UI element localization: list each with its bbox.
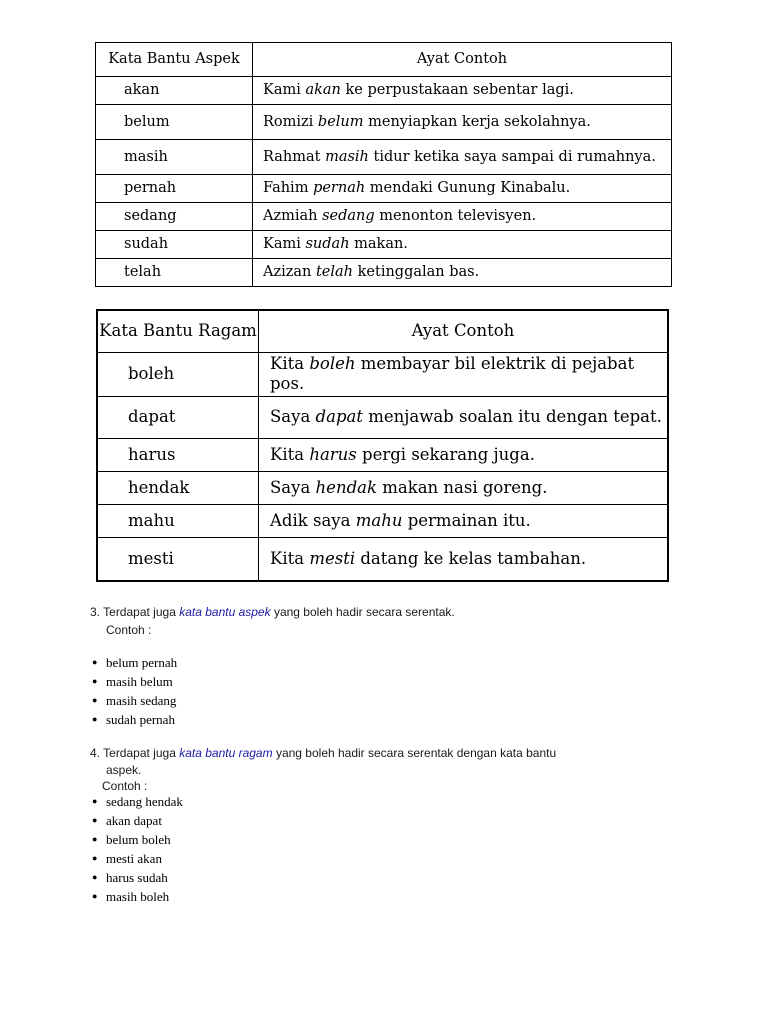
note-3-contoh: Contoh : <box>106 623 152 637</box>
aspek-table-header <box>96 43 672 77</box>
aspek-word: masih <box>96 140 253 175</box>
ragam-example: Saya dapat menjawab soalan itu dengan tepat. <box>259 396 669 438</box>
table-row <box>96 77 672 105</box>
note-3-highlight: kata bantu aspek <box>179 605 271 619</box>
ragam-word: boleh <box>97 352 259 396</box>
aspek-example: Kami sudah makan. <box>253 231 672 259</box>
list-item: ● akan dapat <box>92 811 183 830</box>
table-row <box>97 352 668 396</box>
note-4-text: 4. Terdapat juga kata bantu ragam yang boleh hadir secara serentak dengan kata bantu <box>90 746 557 760</box>
aspek-header-word: Kata Bantu Aspek <box>96 43 253 77</box>
aspek-word: sedang <box>96 203 253 231</box>
aspek-word: akan <box>96 77 253 105</box>
ragam-table <box>96 309 669 582</box>
aspek-example: Fahim pernah mendaki Gunung Kinabalu. <box>253 175 672 203</box>
aspek-example: Azizan telah ketinggalan bas. <box>253 259 672 287</box>
list-item: ● belum boleh <box>92 830 183 849</box>
list-item: ● sudah pernah <box>92 710 177 729</box>
ragam-example: Adik saya mahu permainan itu. <box>259 504 669 537</box>
ragam-header-example: Ayat Contoh <box>259 310 669 352</box>
table-row <box>96 175 672 203</box>
note-4-highlight: kata bantu ragam <box>179 746 273 760</box>
note-3-text: 3. Terdapat juga kata bantu aspek yang boleh hadir secara serentak. <box>90 605 455 619</box>
table-row <box>97 438 668 471</box>
note-4-number: 4. <box>90 746 101 760</box>
list-item: ● mesti akan <box>92 849 183 868</box>
ragam-example: Kita mesti datang ke kelas tambahan. <box>259 537 669 581</box>
aspek-word: pernah <box>96 175 253 203</box>
table-row <box>97 504 668 537</box>
aspek-word: sudah <box>96 231 253 259</box>
list-item: ● masih sedang <box>92 691 177 710</box>
ragam-example: Saya hendak makan nasi goreng. <box>259 471 669 504</box>
ragam-word: mahu <box>97 504 259 537</box>
aspek-word: telah <box>96 259 253 287</box>
note-4-line2: aspek. <box>106 763 142 777</box>
table-row <box>96 231 672 259</box>
list-item: ● harus sudah <box>92 868 183 887</box>
note-3-list <box>92 653 177 729</box>
ragam-word: hendak <box>97 471 259 504</box>
table-row <box>96 259 672 287</box>
ragam-word: dapat <box>97 396 259 438</box>
aspek-example: Rahmat masih tidur ketika saya sampai di rumahnya. <box>253 140 672 175</box>
table-row <box>97 537 668 581</box>
aspek-example: Romizi belum menyiapkan kerja sekolahnya. <box>253 105 672 140</box>
aspek-example: Azmiah sedang menonton televisyen. <box>253 203 672 231</box>
table-row <box>96 203 672 231</box>
list-item: ● masih belum <box>92 672 177 691</box>
note-4-contoh: Contoh : <box>102 779 148 793</box>
list-item: ● belum pernah <box>92 653 177 672</box>
ragam-example: Kita harus pergi sekarang juga. <box>259 438 669 471</box>
aspek-header-example: Ayat Contoh <box>253 43 672 77</box>
table-row <box>96 105 672 140</box>
ragam-table-header <box>97 310 668 352</box>
aspek-table <box>95 42 672 287</box>
table-row <box>97 396 668 438</box>
ragam-header-word: Kata Bantu Ragam <box>97 310 259 352</box>
note-4-list <box>92 792 183 906</box>
list-item: ● sedang hendak <box>92 792 183 811</box>
list-item: ● masih boleh <box>92 887 183 906</box>
ragam-word: harus <box>97 438 259 471</box>
table-row <box>97 471 668 504</box>
aspek-word: belum <box>96 105 253 140</box>
table-row <box>96 140 672 175</box>
ragam-word: mesti <box>97 537 259 581</box>
aspek-example: Kami akan ke perpustakaan sebentar lagi. <box>253 77 672 105</box>
ragam-example: Kita boleh membayar bil elektrik di pejabat pos. <box>259 352 669 396</box>
note-3-number: 3. <box>90 605 101 619</box>
